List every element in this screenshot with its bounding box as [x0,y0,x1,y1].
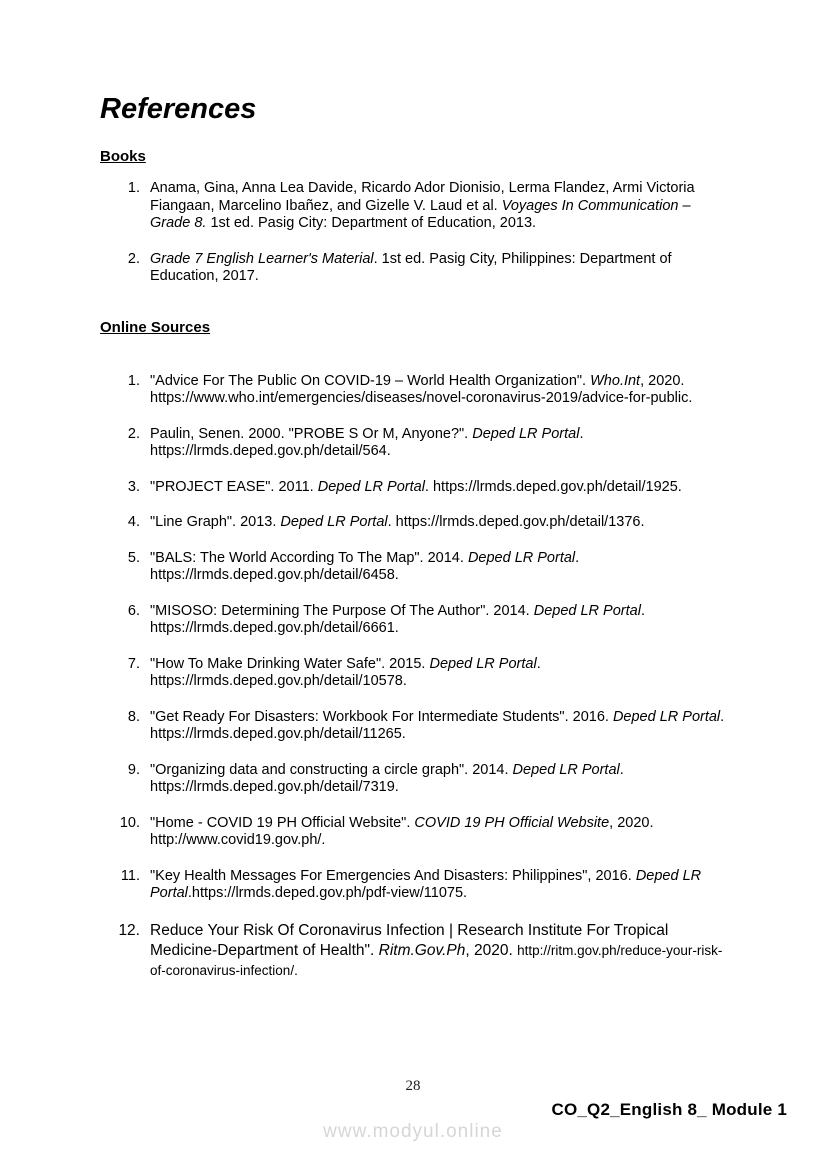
item-text: Reduce Your Risk Of Coronavirus Infection | Research Institute For Tropical Medicine-Department of Health". Ritm.Gov.Ph, 2020. http://ritm.gov.ph/reduce-your-risk-of-coronavirus-infection/. [150,921,723,978]
online-sources-list [100,373,727,981]
item-text: Paulin, Senen. 2000. "PROBE S Or M, Anyone?". Deped LR Portal. https://lrmds.deped.gov.ph/detail/564. [150,425,584,459]
item-text: "Key Health Messages For Emergencies And Disasters: Philippines", 2016. Deped LR Portal.https://lrmds.deped.gov.ph/pdf-view/11075. [150,867,702,901]
reference-item [100,709,727,744]
item-number: 12. [118,921,140,939]
reference-item [100,251,727,286]
books-list [100,180,727,286]
reference-item [100,180,727,233]
module-label: CO_Q2_English 8_ Module 1 [551,1100,787,1119]
item-number: 8. [127,708,140,725]
item-number: 6. [127,602,140,619]
reference-item [100,762,727,797]
reference-item [100,426,727,461]
item-number: 10. [119,814,140,831]
item-number: 1. [127,180,140,196]
item-number: 7. [127,655,140,672]
item-text: Anama, Gina, Anna Lea Davide, Ricardo Ador Dionisio, Lerma Flandez, Armi Victoria Fiangaan, Marcelino Ibañez, and Gizelle V. Laud et al. Voyages In Communication – Grade 8. 1st ed. Pasig City: Department of Education, 2013. [150,180,695,231]
item-text: "Home - COVID 19 PH Official Website". COVID 19 PH Official Website, 2020. http://www.covid19.gov.ph/. [150,814,654,848]
reference-item [100,921,727,981]
online-sources-heading: Online Sources [100,318,211,336]
item-number: 5. [127,549,140,566]
watermark: www.modyul.online [323,1121,503,1142]
page-content [100,92,727,999]
item-text: "How To Make Drinking Water Safe". 2015. Deped LR Portal. https://lrmds.deped.gov.ph/detail/10578. [150,655,541,689]
item-number: 4. [127,514,140,530]
item-text: "Advice For The Public On COVID-19 – World Health Organization". Who.Int, 2020. https://www.who.int/emergencies/diseases/novel-coronavirus-2019/advice-for-public. [150,372,693,406]
item-text: "Line Graph". 2013. Deped LR Portal. https://lrmds.deped.gov.ph/detail/1376. [150,514,645,530]
reference-item [100,550,727,585]
item-text: "Get Ready For Disasters: Workbook For Intermediate Students". 2016. Deped LR Portal. https://lrmds.deped.gov.ph/detail/11265. [150,708,725,742]
reference-item [100,373,727,408]
item-text: Grade 7 English Learner's Material. 1st ed. Pasig City, Philippines: Department of Education, 2017. [150,250,672,284]
item-text: "BALS: The World According To The Map". 2014. Deped LR Portal. https://lrmds.deped.gov.ph/detail/6458. [150,549,580,583]
reference-item [100,603,727,638]
item-text: "Organizing data and constructing a circle graph". 2014. Deped LR Portal. https://lrmds.deped.gov.ph/detail/7319. [150,761,624,795]
item-number: 9. [127,761,140,778]
item-number: 3. [127,478,140,495]
item-text: "MISOSO: Determining The Purpose Of The Author". 2014. Deped LR Portal. https://lrmds.deped.gov.ph/detail/6661. [150,602,645,636]
reference-item [100,514,727,532]
online-sources-section [100,319,727,981]
item-number: 1. [127,372,140,389]
page-title: References [100,93,257,125]
books-section [100,148,727,286]
page-number: 28 [405,1078,421,1094]
reference-item [100,815,727,850]
item-number: 11. [120,867,140,884]
reference-item [100,868,727,903]
item-text: "PROJECT EASE". 2011. Deped LR Portal. https://lrmds.deped.gov.ph/detail/1925. [150,478,682,495]
reference-item [100,656,727,691]
books-heading: Books [100,148,146,165]
item-number: 2. [127,250,140,267]
reference-item [100,479,727,497]
item-number: 2. [127,425,140,442]
